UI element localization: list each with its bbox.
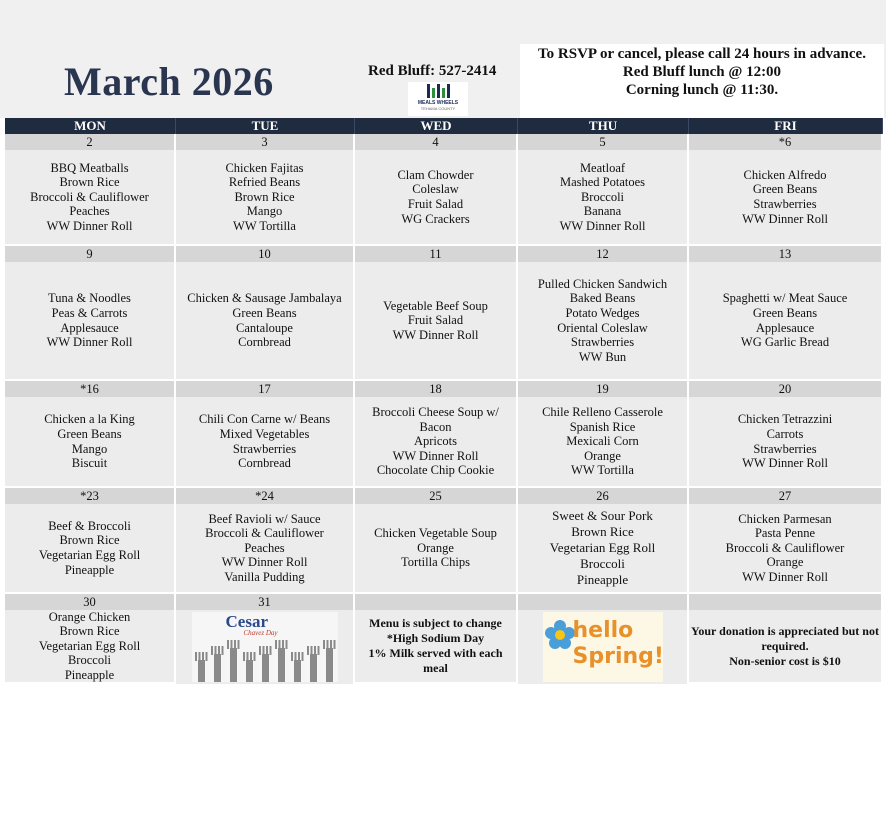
menu-item: Apricots bbox=[413, 434, 458, 449]
menu-item: Meatloaf bbox=[579, 160, 626, 175]
menu-item: Pineapple bbox=[64, 667, 115, 682]
menu-item: Chicken Parmesan bbox=[738, 511, 832, 526]
raised-hands-icon bbox=[192, 640, 338, 682]
rsvp-line: To RSVP or cancel, please call 24 hours in advance. bbox=[538, 46, 866, 62]
menu-item: Beef Ravioli w/ Sauce bbox=[208, 511, 321, 526]
logo-mark-icon bbox=[425, 84, 451, 98]
rsvp-box bbox=[520, 44, 884, 118]
menu-item: Chicken Vegetable Soup bbox=[374, 526, 497, 541]
spring-text bbox=[573, 618, 663, 670]
day-header-wed: WED bbox=[355, 118, 518, 134]
menu-item: Chicken a la King bbox=[44, 412, 135, 427]
menu-cell bbox=[355, 262, 518, 381]
menu-item: Carrots bbox=[766, 426, 804, 441]
menu-item: Cantaloupe bbox=[236, 320, 293, 335]
menu-cell bbox=[518, 262, 689, 381]
menu-item: WG Garlic Bread bbox=[740, 335, 830, 350]
menu-item: Applesauce bbox=[755, 320, 815, 335]
menu-item: Chicken Tetrazzini bbox=[737, 412, 833, 427]
date-number bbox=[355, 594, 518, 610]
menu-item: Vegetarian Egg Roll bbox=[38, 548, 141, 562]
menu-cell bbox=[689, 504, 883, 594]
menu-cell bbox=[355, 397, 518, 488]
menu-item: WW Dinner Roll bbox=[742, 456, 828, 471]
date-number: 31 bbox=[176, 594, 355, 610]
menu-item: Brown Rice bbox=[571, 524, 634, 539]
date-number: *24 bbox=[176, 488, 355, 504]
menu-item: Applesauce bbox=[60, 320, 119, 335]
spring-text-line: Spring! bbox=[572, 644, 664, 669]
date-number: *16 bbox=[5, 381, 176, 397]
menu-item: Pulled Chicken Sandwich bbox=[537, 276, 668, 291]
date-number: 18 bbox=[355, 381, 518, 397]
menu-cell bbox=[176, 262, 355, 381]
menu-cell bbox=[5, 397, 176, 488]
date-number: 26 bbox=[518, 488, 689, 504]
date-number: 5 bbox=[518, 134, 689, 150]
menu-item: Mexicali Corn bbox=[566, 434, 639, 449]
menu-item: Oriental Coleslaw bbox=[557, 320, 648, 335]
date-number: 10 bbox=[176, 246, 355, 262]
menu-item: Brown Rice bbox=[59, 533, 120, 548]
menu-item: BBQ Meatballs bbox=[50, 160, 129, 175]
menu-item: Clam Chowder bbox=[397, 167, 474, 182]
menu-item: Baked Beans bbox=[569, 291, 636, 306]
menu-cell bbox=[689, 397, 883, 488]
menu-item: Spanish Rice bbox=[569, 419, 636, 434]
note-line: Menu is subject to change bbox=[369, 616, 502, 630]
menu-item: Fruit Salad bbox=[407, 313, 464, 328]
day-header-tue: TUE bbox=[176, 118, 355, 134]
menu-item: Mixed Vegetables bbox=[219, 426, 310, 441]
menu-item: Vanilla Pudding bbox=[224, 569, 305, 584]
day-header-thu: THU bbox=[518, 118, 689, 134]
hello-spring-image bbox=[518, 610, 689, 684]
menu-cell bbox=[176, 504, 355, 594]
menu-item: Orange bbox=[766, 555, 804, 570]
menu-item: Chicken Alfredo bbox=[743, 167, 827, 182]
menu-item: Orange bbox=[417, 540, 454, 555]
menu-item: Broccoli & Cauliflower bbox=[725, 540, 845, 555]
date-number: *6 bbox=[689, 134, 883, 150]
menu-item: Green Beans bbox=[57, 426, 122, 441]
menu-cell bbox=[355, 150, 518, 246]
menu-item: Biscuit bbox=[71, 456, 108, 471]
menu-item: WW Dinner Roll bbox=[742, 211, 828, 226]
cesar-subtitle: Chavez Day bbox=[243, 629, 278, 637]
note-line: Non-senior cost is $10 bbox=[729, 653, 841, 668]
menu-cell bbox=[176, 150, 355, 246]
menu-item: Beef & Broccoli bbox=[48, 518, 131, 533]
menu-item: Vegetable Beef Soup bbox=[383, 298, 488, 313]
menu-cell bbox=[689, 262, 883, 381]
menu-item: Spaghetti w/ Meat Sauce bbox=[722, 291, 848, 306]
menu-item: Refried Beans bbox=[228, 175, 301, 190]
meals-on-wheels-logo: MEALS WHEELS TEHAMA COUNTY bbox=[408, 82, 468, 116]
menu-item: Potato Wedges bbox=[565, 305, 640, 320]
menu-item: Coleslaw bbox=[412, 182, 459, 197]
menu-item: WG Crackers bbox=[401, 211, 470, 226]
menu-item: WW Bun bbox=[578, 349, 627, 364]
menu-item: Strawberries bbox=[232, 441, 297, 456]
menu-item: Peaches bbox=[244, 540, 285, 555]
date-number: 19 bbox=[518, 381, 689, 397]
menu-notes bbox=[355, 610, 518, 684]
menu-item: Banana bbox=[583, 204, 622, 219]
date-number: 12 bbox=[518, 246, 689, 262]
menu-item: Broccoli bbox=[580, 556, 625, 571]
menu-item: WW Dinner Roll bbox=[392, 448, 479, 463]
menu-item: WW Dinner Roll bbox=[221, 555, 308, 570]
date-number: 30 bbox=[5, 594, 176, 610]
cesar-title: Cesar bbox=[225, 612, 268, 631]
menu-item: Chocolate Chip Cookie bbox=[376, 463, 495, 478]
menu-cell bbox=[689, 150, 883, 246]
page-title: March 2026 bbox=[64, 59, 274, 104]
date-number bbox=[689, 594, 883, 610]
menu-item: WW Tortilla bbox=[571, 463, 634, 478]
menu-item: Bacon bbox=[419, 419, 452, 434]
menu-item: Green Beans bbox=[752, 182, 818, 197]
menu-item: Chile Relleno Casserole bbox=[542, 405, 663, 420]
menu-cell bbox=[5, 262, 176, 381]
note-line: 1% Milk served with each meal bbox=[368, 646, 503, 675]
menu-item: WW Dinner Roll bbox=[742, 569, 828, 584]
menu-item: Peas & Carrots bbox=[51, 305, 128, 320]
spring-text-line: hello bbox=[572, 618, 634, 643]
menu-cell bbox=[5, 504, 176, 594]
date-number: 25 bbox=[355, 488, 518, 504]
date-number: 17 bbox=[176, 381, 355, 397]
note-line: Your donation is appreciated but not required. bbox=[691, 623, 879, 653]
menu-item: Orange Chicken bbox=[48, 610, 131, 624]
cesar-banner bbox=[192, 612, 338, 682]
menu-cell bbox=[518, 150, 689, 246]
hello-spring-banner bbox=[543, 612, 663, 682]
menu-item: Mango bbox=[246, 204, 283, 219]
menu-cell bbox=[176, 397, 355, 488]
date-number: 3 bbox=[176, 134, 355, 150]
cesar-chavez-day-image bbox=[176, 610, 355, 684]
menu-item: Brown Rice bbox=[234, 189, 295, 204]
date-number bbox=[518, 594, 689, 610]
date-number: 27 bbox=[689, 488, 883, 504]
menu-item: WW Tortilla bbox=[233, 218, 296, 233]
rsvp-line: Red Bluff lunch @ 12:00 bbox=[622, 64, 782, 80]
donation-note bbox=[689, 610, 883, 684]
menu-item: Pineapple bbox=[576, 572, 629, 587]
menu-item: Brown Rice bbox=[59, 175, 120, 190]
menu-item: Vegetarian Egg Roll bbox=[549, 540, 656, 555]
flower-icon bbox=[545, 620, 575, 650]
menu-item: Broccoli bbox=[67, 653, 112, 668]
menu-item: Cornbread bbox=[238, 456, 291, 471]
menu-item: Chili Con Carne w/ Beans bbox=[198, 412, 331, 427]
day-header-mon: MON bbox=[5, 118, 176, 134]
note-line: *High Sodium Day bbox=[386, 631, 485, 645]
menu-item: Chicken Fajitas bbox=[225, 160, 304, 175]
phone-number: Red Bluff: 527-2414 bbox=[368, 63, 497, 79]
menu-item: Chicken & Sausage Jambalaya bbox=[187, 291, 342, 306]
date-number: *23 bbox=[5, 488, 176, 504]
menu-item: Strawberries bbox=[753, 441, 817, 456]
menu-item: WW Dinner Roll bbox=[392, 327, 479, 342]
menu-item: Mango bbox=[71, 441, 108, 456]
menu-item: Broccoli bbox=[580, 189, 625, 204]
menu-cell bbox=[5, 610, 176, 684]
menu-item: WW Dinner Roll bbox=[46, 335, 133, 350]
date-number: 11 bbox=[355, 246, 518, 262]
menu-cell bbox=[518, 397, 689, 488]
menu-item: Pineapple bbox=[64, 562, 115, 577]
menu-item: Brown Rice bbox=[59, 624, 120, 639]
date-number: 9 bbox=[5, 246, 176, 262]
menu-cell bbox=[518, 504, 689, 594]
day-header-fri: FRI bbox=[689, 118, 883, 134]
menu-cell bbox=[5, 150, 176, 246]
date-number: 13 bbox=[689, 246, 883, 262]
menu-item: WW Dinner Roll bbox=[559, 218, 646, 233]
menu-item: Broccoli & Cauliflower bbox=[30, 189, 149, 204]
menu-item: Green Beans bbox=[752, 305, 818, 320]
date-number: 2 bbox=[5, 134, 176, 150]
menu-item: Cornbread bbox=[238, 335, 291, 350]
menu-item: Mashed Potatoes bbox=[559, 175, 646, 190]
menu-item: Tortilla Chips bbox=[401, 555, 470, 570]
menu-item: Green Beans bbox=[232, 305, 297, 320]
rsvp-line: Corning lunch @ 11:30. bbox=[625, 82, 779, 98]
date-number: 20 bbox=[689, 381, 883, 397]
menu-item: Sweet & Sour Pork bbox=[552, 508, 653, 523]
menu-item: Vegetarian Egg Roll bbox=[38, 638, 141, 653]
menu-item: Orange bbox=[584, 448, 621, 463]
menu-item: Strawberries bbox=[570, 335, 635, 350]
menu-item: Broccoli & Cauliflower bbox=[205, 526, 324, 541]
menu-item: Pasta Penne bbox=[754, 526, 816, 541]
menu-item: Fruit Salad bbox=[407, 197, 464, 211]
menu-item: WW Dinner Roll bbox=[46, 218, 133, 233]
menu-cell bbox=[355, 504, 518, 594]
menu-calendar-grid bbox=[5, 118, 883, 684]
menu-item: Broccoli Cheese Soup w/ bbox=[372, 405, 499, 420]
date-number: 4 bbox=[355, 134, 518, 150]
menu-item: Strawberries bbox=[753, 197, 817, 211]
menu-item: Peaches bbox=[69, 204, 110, 219]
menu-item: Tuna & Noodles bbox=[48, 291, 131, 306]
